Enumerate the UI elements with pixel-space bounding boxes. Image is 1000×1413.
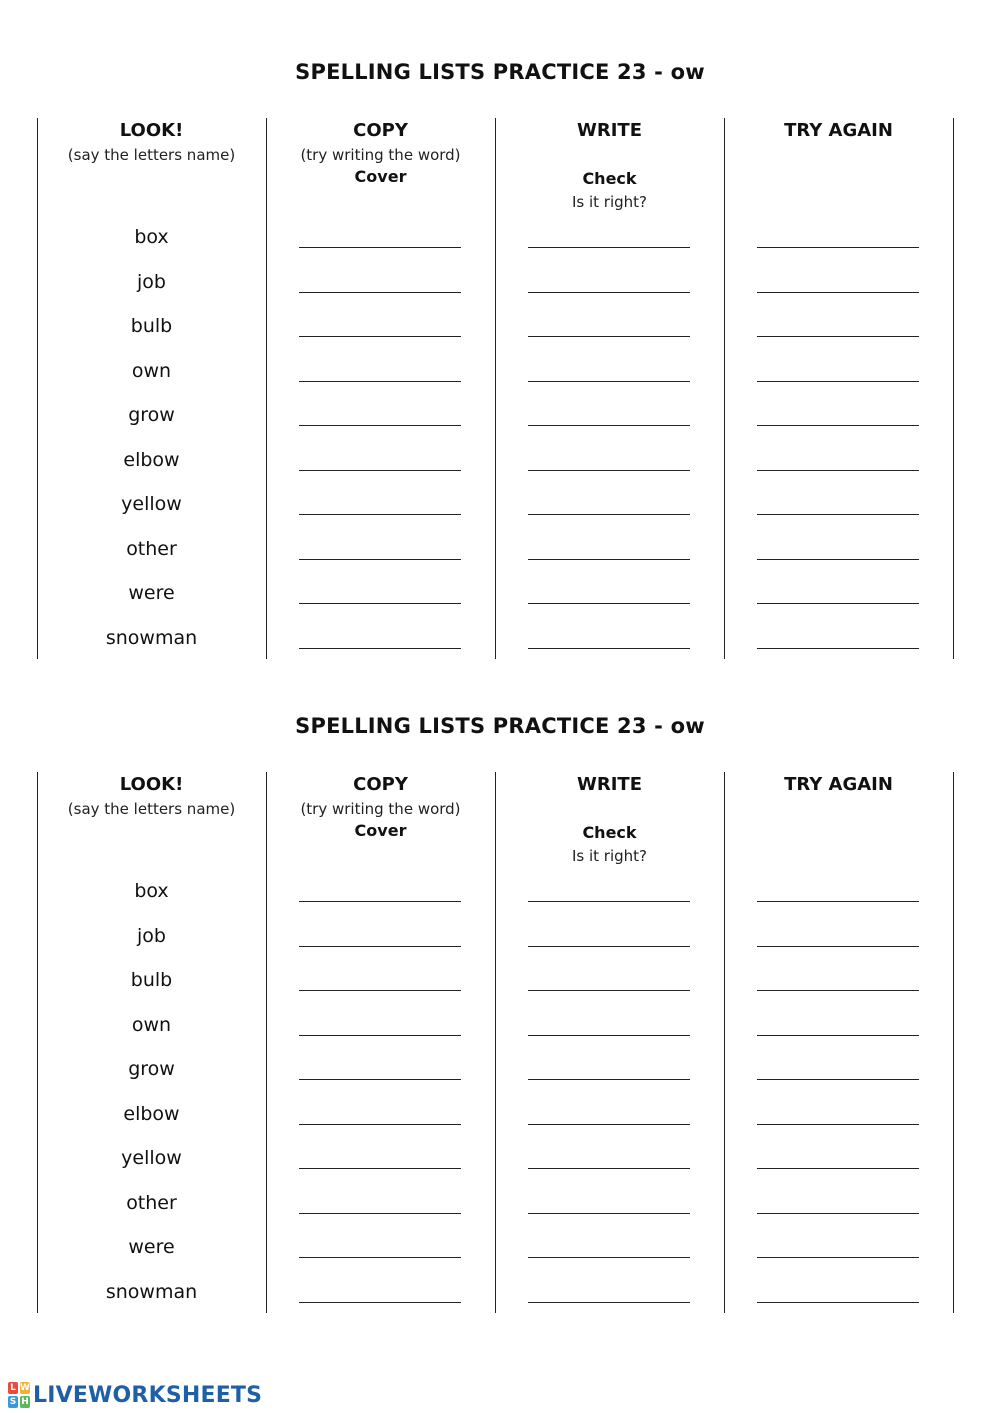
try-again-answer-line[interactable] [757, 1257, 919, 1258]
check-label: Check [582, 823, 637, 842]
copy-answer-line[interactable] [299, 559, 461, 560]
spelling-word: other [126, 537, 177, 560]
word-row [0, 489, 1000, 519]
try-again-answer-line[interactable] [757, 946, 919, 947]
copy-answer-line[interactable] [299, 336, 461, 337]
write-answer-line[interactable] [528, 946, 690, 947]
spelling-word: snowman [105, 626, 198, 649]
write-answer-line[interactable] [528, 603, 690, 604]
try-again-answer-line[interactable] [757, 901, 919, 902]
write-answer-line[interactable] [528, 425, 690, 426]
write-answer-line[interactable] [528, 1079, 690, 1080]
write-answer-line[interactable] [528, 1124, 690, 1125]
try-again-answer-line[interactable] [757, 336, 919, 337]
try-again-answer-line[interactable] [757, 648, 919, 649]
copy-answer-line[interactable] [299, 1302, 461, 1303]
try-again-answer-line[interactable] [757, 514, 919, 515]
try-again-answer-line[interactable] [757, 559, 919, 560]
word-row [0, 1232, 1000, 1262]
spelling-word: bulb [130, 969, 173, 991]
write-answer-line[interactable] [528, 1302, 690, 1303]
logo-letter-s: S [9, 1397, 17, 1407]
spelling-word: grow [128, 1058, 175, 1080]
word-row [0, 356, 1000, 386]
copy-column-header [266, 119, 495, 187]
copy-answer-line[interactable] [299, 470, 461, 471]
worksheet-section-2 [0, 654, 1000, 1303]
word-row [0, 1277, 1000, 1307]
copy-answer-line[interactable] [299, 1124, 461, 1125]
write-answer-line[interactable] [528, 514, 690, 515]
write-title: WRITE [577, 120, 642, 141]
copy-title: COPY [353, 120, 408, 141]
cover-label: Cover [354, 821, 407, 840]
copy-answer-line[interactable] [299, 1213, 461, 1214]
word-row [0, 1143, 1000, 1173]
try-again-title: TRY AGAIN [784, 120, 893, 141]
copy-answer-line[interactable] [299, 603, 461, 604]
spelling-word: box [134, 226, 169, 248]
copy-answer-line[interactable] [299, 946, 461, 947]
look-title: LOOK! [119, 774, 184, 795]
sheet-title: SPELLING LISTS PRACTICE 23 - ow [295, 714, 705, 738]
write-answer-line[interactable] [528, 990, 690, 991]
write-answer-line[interactable] [528, 336, 690, 337]
write-answer-line[interactable] [528, 1168, 690, 1169]
write-answer-line[interactable] [528, 1035, 690, 1036]
try-again-answer-line[interactable] [757, 381, 919, 382]
cover-label: Cover [354, 167, 407, 186]
try-again-column-header [724, 119, 953, 143]
word-row [0, 876, 1000, 906]
try-again-title: TRY AGAIN [784, 774, 893, 795]
look-subtitle: (say the letters name) [67, 146, 236, 164]
copy-answer-line[interactable] [299, 1035, 461, 1036]
word-row [0, 1054, 1000, 1084]
worksheet-section-1 [0, 0, 1000, 649]
logo-letter-w: W [20, 1383, 30, 1393]
try-again-answer-line[interactable] [757, 603, 919, 604]
check-subtitle: Is it right? [571, 847, 648, 865]
word-row [0, 623, 1000, 653]
try-again-answer-line[interactable] [757, 1213, 919, 1214]
spelling-word: job [137, 924, 166, 947]
write-answer-line[interactable] [528, 1213, 690, 1214]
word-row [0, 534, 1000, 564]
copy-answer-line[interactable] [299, 990, 461, 991]
write-answer-line[interactable] [528, 648, 690, 649]
word-row [0, 222, 1000, 252]
word-row [0, 578, 1000, 608]
word-row [0, 445, 1000, 475]
logo-icon [8, 1382, 30, 1408]
try-again-answer-line[interactable] [757, 1168, 919, 1169]
spelling-word: elbow [123, 1102, 180, 1125]
word-row [0, 921, 1000, 951]
copy-answer-line[interactable] [299, 1257, 461, 1258]
word-row [0, 1010, 1000, 1040]
try-again-answer-line[interactable] [757, 247, 919, 248]
look-column-header [37, 119, 266, 167]
look-subtitle: (say the letters name) [67, 800, 236, 818]
check-label: Check [582, 169, 637, 188]
copy-title: COPY [353, 774, 408, 795]
write-column-header [495, 119, 724, 213]
spelling-word: job [137, 270, 166, 293]
try-again-answer-line[interactable] [757, 1302, 919, 1303]
try-again-answer-line[interactable] [757, 470, 919, 471]
write-answer-line[interactable] [528, 381, 690, 382]
spelling-word: grow [128, 404, 175, 426]
write-answer-line[interactable] [528, 292, 690, 293]
try-again-answer-line[interactable] [757, 292, 919, 293]
logo-text: LIVEWORKSHEETS [33, 1382, 263, 1408]
spelling-word: snowman [105, 1280, 198, 1303]
word-row [0, 267, 1000, 297]
spelling-word: other [126, 1191, 177, 1214]
write-answer-line[interactable] [528, 247, 690, 248]
liveworksheets-logo [8, 1381, 262, 1409]
write-answer-line[interactable] [528, 901, 690, 902]
copy-answer-line[interactable] [299, 648, 461, 649]
copy-subtitle: (try writing the word) [300, 800, 461, 818]
spelling-word: own [131, 1013, 172, 1036]
try-again-column-header [724, 773, 953, 797]
look-title: LOOK! [119, 120, 184, 141]
try-again-answer-line[interactable] [757, 990, 919, 991]
spelling-word: were [128, 582, 175, 604]
logo-letter-h: H [21, 1397, 29, 1407]
spelling-word: bulb [130, 315, 173, 337]
write-column-header [495, 773, 724, 867]
copy-answer-line[interactable] [299, 1168, 461, 1169]
spelling-word: yellow [121, 1147, 182, 1169]
copy-answer-line[interactable] [299, 1079, 461, 1080]
copy-answer-line[interactable] [299, 292, 461, 293]
copy-column-header [266, 773, 495, 841]
word-row [0, 1188, 1000, 1218]
spelling-word: box [134, 880, 169, 902]
check-subtitle: Is it right? [571, 193, 648, 211]
spelling-word: elbow [123, 448, 180, 471]
write-answer-line[interactable] [528, 1257, 690, 1258]
spelling-word: own [131, 359, 172, 382]
try-again-answer-line[interactable] [757, 1079, 919, 1080]
write-answer-line[interactable] [528, 470, 690, 471]
copy-answer-line[interactable] [299, 381, 461, 382]
write-title: WRITE [577, 774, 642, 795]
try-again-answer-line[interactable] [757, 1035, 919, 1036]
spelling-word: were [128, 1236, 175, 1258]
try-again-answer-line[interactable] [757, 1124, 919, 1125]
write-answer-line[interactable] [528, 559, 690, 560]
copy-answer-line[interactable] [299, 514, 461, 515]
logo-letter-l: L [8, 1382, 18, 1394]
try-again-answer-line[interactable] [757, 425, 919, 426]
look-column-header [37, 773, 266, 821]
copy-answer-line[interactable] [299, 247, 461, 248]
word-row [0, 311, 1000, 341]
copy-answer-line[interactable] [299, 425, 461, 426]
spelling-word: yellow [121, 493, 182, 515]
sheet-title: SPELLING LISTS PRACTICE 23 - ow [295, 60, 705, 84]
word-row [0, 1099, 1000, 1129]
copy-answer-line[interactable] [299, 901, 461, 902]
word-row [0, 400, 1000, 430]
copy-subtitle: (try writing the word) [300, 146, 461, 164]
word-row [0, 965, 1000, 995]
